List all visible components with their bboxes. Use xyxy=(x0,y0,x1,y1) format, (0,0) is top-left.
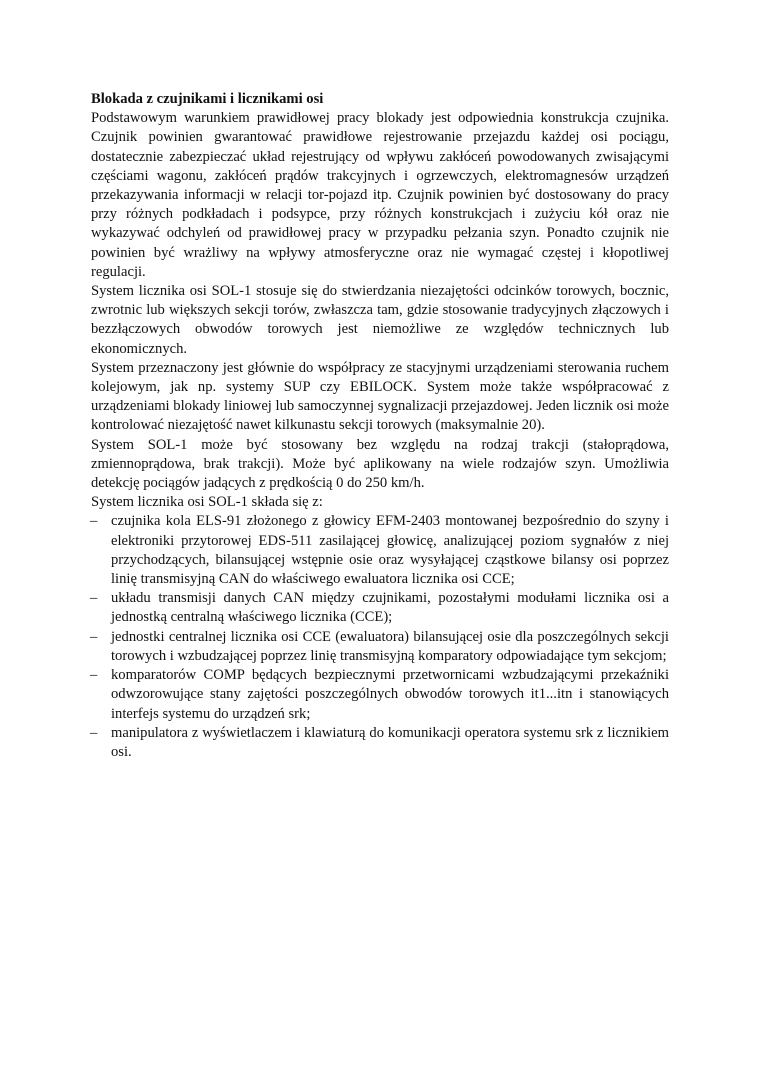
list-item-text: układu transmisji danych CAN między czujnikami, pozostałymi modułami licznika osi a jednostką centralną właściwego licznika (CCE); xyxy=(111,590,669,626)
document-page xyxy=(91,90,669,762)
list-item xyxy=(91,589,669,627)
list-item-text: czujnika kola ELS-91 złożonego z głowicy EFM-2403 montowanej bezpośrednio do szyny i elektroniki przytorowej EDS-511 zasilającej głowicę, analizującej poziom sygnałów z niej przychodzących, bilansującej wstępnie osie oraz wysyłającej cząstkowe bilansy osi poprzez linię transmisyjną CAN do właściwego ewaluatora licznika osi CCE; xyxy=(111,513,669,588)
list-item-text: komparatorów COMP będących bezpiecznymi przetwornicami wzbudzającymi przekaźniki odwzorowujące stany zajętości poszczególnych obwodów torowych it1...itn i stanowiących interfejs systemu do urządzeń srk; xyxy=(111,667,669,722)
paragraph-sensor-requirements: Podstawowym warunkiem prawidłowej pracy blokady jest odpowiednia konstrukcja czujnika. Czujnik powinien gwarantować prawidłowe rejestrowanie przejazdu każdej osi pociągu, dostatecznie zabezpieczać układ rejestrujący od wpływu zakłóceń powodowanych zwisającymi częściami wagonu, zakłóceń prądów trakcyjnych i ogrzewczych, elektromagnesów urządzeń przekazywania informacji w relacji tor-pojazd itp. Czujnik powinien być dostosowany do pracy przy różnych podkładach i podsypce, przy różnych konstrukcjach i zużyciu kół oraz nie wykazywać odchyleń od prawidłowej pracy w przypadku pełzania szyn. Ponadto czujnik nie powinien być wrażliwy na wpływy atmosferyczne oraz nie wymagać częstej i kłopotliwej regulacji. xyxy=(91,110,669,280)
list-item-text: manipulatora z wyświetlaczem i klawiaturą do komunikacji operatora systemu srk z licznikiem osi. xyxy=(111,724,669,760)
list-item xyxy=(91,628,669,666)
paragraph-sol1-traction: System SOL-1 może być stosowany bez względu na rodzaj trakcji (stałoprądowa, zmiennoprądowa, brak trakcji). Może być aplikowany na wiele rodzajów szyn. Umożliwia detekcję pociągów jadących z prędkością 0 do 250 km/h. xyxy=(91,436,669,492)
document-title: Blokada z czujnikami i licznikami osi xyxy=(91,91,324,107)
dash-bullet-icon: – xyxy=(90,513,98,530)
dash-bullet-icon: – xyxy=(90,667,98,684)
list-item-text: jednostki centralnej licznika osi CCE (ewaluatora) bilansującej osie dla poszczególnych sekcji torowych i wzbudzającej poprzez linię transmisyjną komparatory odpowiadające tym sekcjom; xyxy=(111,628,669,664)
paragraph-sol1-cooperation: System przeznaczony jest głównie do współpracy ze stacyjnymi urządzeniami sterowania ruchem kolejowym, jak np. systemy SUP czy EBILOCK. System może także współpracować z urządzeniami blokady liniowej lub samoczynnej sygnalizacji przejazdowej. Jeden licznik osi może kontrolować niezajętość nawet kilkunastu sekcji torowych (maksymalnie 20). xyxy=(91,359,669,434)
dash-bullet-icon: – xyxy=(90,590,98,607)
dash-bullet-icon: – xyxy=(90,628,98,645)
dash-bullet-icon: – xyxy=(90,724,98,741)
list-item xyxy=(91,512,669,589)
components-list xyxy=(91,512,669,762)
paragraph-sol1-purpose: System licznika osi SOL-1 stosuje się do stwierdzania niezajętości odcinków torowych, bocznic, zwrotnic lub większych sekcji torów, zwłaszcza tam, gdzie stosowanie tradycyjnych złączowych i bezzłączowych obwodów torowych jest niemożliwe ze względów technicznych lub ekonomicznych. xyxy=(91,283,669,357)
list-item xyxy=(91,724,669,762)
list-item xyxy=(91,666,669,724)
paragraph-sol1-components-intro: System licznika osi SOL-1 składa się z: xyxy=(91,494,323,511)
